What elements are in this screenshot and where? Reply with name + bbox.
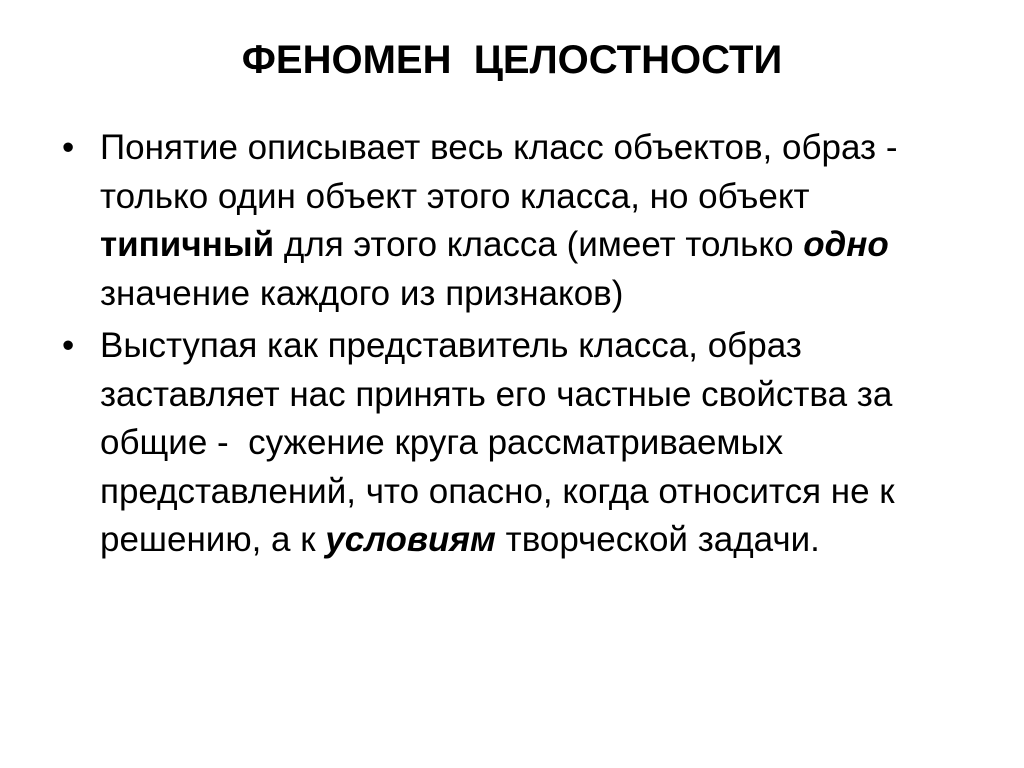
- text-segment: значение каждого из признаков): [100, 225, 899, 313]
- text-segment: творческой задачи.: [495, 520, 820, 559]
- bullet-list: [62, 124, 962, 569]
- bullet-item-1: [62, 124, 962, 318]
- text-segment: для этого класса (имеет только: [274, 225, 804, 264]
- emphasis-typical: типичный: [100, 225, 275, 264]
- text-segment: Выступая как представитель класса, образ заставляет нас принять его частные свойства за общие - сужение круга рассматриваемых представлений, что опасно, когда относится не к решению, а к: [100, 326, 905, 559]
- bullet-marker: •: [62, 326, 75, 365]
- slide-title: ФЕНОМЕН ЦЕЛОСТНОСТИ: [241, 38, 783, 82]
- bullet-item-2: [62, 322, 962, 565]
- emphasis-one: одно: [803, 225, 889, 264]
- bullet-text-2: [100, 326, 904, 559]
- text-segment: Понятие описывает весь класс объектов, образ - только один объект этого класса, но объект: [100, 128, 908, 216]
- bullet-text-1: [100, 128, 907, 313]
- emphasis-conditions: условиям: [325, 520, 496, 559]
- bullet-marker: •: [62, 128, 75, 167]
